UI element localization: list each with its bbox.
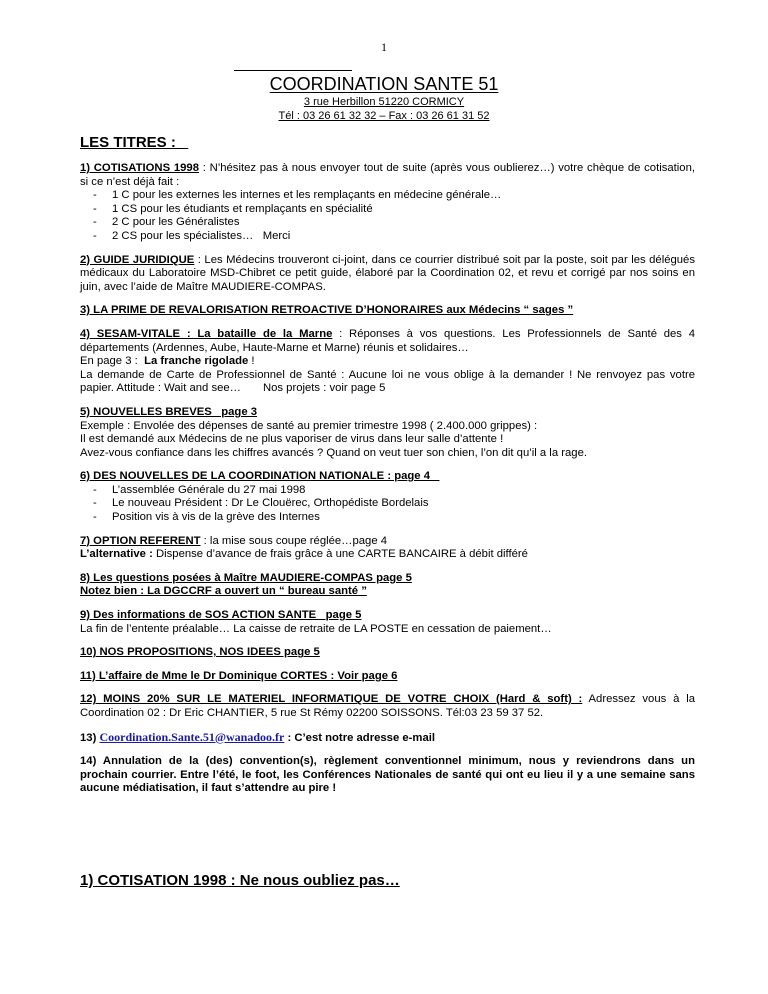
item-title: 4) SESAM-VITALE : La bataille de la Marne — [80, 327, 333, 340]
section-title: LES TITRES : — [80, 134, 189, 151]
item-annulation-convention — [80, 755, 695, 796]
item-propositions — [80, 646, 695, 660]
item-questions-maitre — [80, 572, 695, 599]
item-text: Avez-vous confiance dans les chiffres avancés ? Quand on veut tuer son chien, l’on dit qu’il a la rage. — [80, 446, 587, 459]
item-sos-action-sante — [80, 609, 695, 636]
item-text: En page 3 : — [80, 355, 145, 368]
item-text: : N’hésitez pas à nous envoyer tout de suite (après vous oublierez…) votre chèque de cotisation, si ce n’est déjà fait : — [80, 162, 695, 188]
organization-title: COORDINATION SANTE 51 — [269, 74, 499, 94]
item-text: La fin de l’entente préalable… La caisse de retraite de LA POSTE en cessation de paiement… — [80, 622, 552, 635]
page-number: 1 — [381, 40, 387, 54]
list-item: - 1 CS pour les étudiants et remplaçants en spécialité — [80, 203, 695, 217]
organization-contact: Tél : 03 26 61 32 32 – Fax : 03 26 61 31 52 — [278, 110, 490, 122]
item-title: 7) OPTION REFERENT — [80, 534, 201, 547]
item-highlight: La franche rigolade — [144, 355, 249, 368]
list-item: - L’assemblée Générale du 27 mai 1998 — [80, 484, 695, 498]
item-text: : la mise sous coupe réglée…page 4 — [200, 534, 388, 547]
item-title: 8) Les questions posées à Maître MAUDIERE-COMPAS page 5 — [80, 571, 412, 584]
item-coordination-nationale — [80, 470, 695, 524]
item-text: La demande de Carte de Professionnel de Santé : Aucune loi ne vous oblige à la demander ! Ne renvoyez pas votre papier. Attitude : Wait and see… Nos projets : voir page 5 — [80, 368, 699, 395]
item-cotisations — [80, 162, 695, 244]
item-title: 6) DES NOUVELLES DE LA COORDINATION NATIONALE : page 4 — [80, 470, 440, 483]
organization-address: 3 rue Herbillon 51220 CORMICY — [303, 96, 465, 108]
email-link[interactable]: Coordination.Sante.51@wanadoo.fr — [99, 729, 285, 744]
dash-list — [80, 484, 695, 525]
item-materiel-informatique — [80, 693, 695, 720]
list-item: - Position vis à vis de la grève des Internes — [80, 511, 695, 525]
item-text: Adressez vous à la Coordination 02 : Dr Eric CHANTIER, 5 rue St Rémy 02200 SOISSONS. Tél:03 23 59 37 52. — [80, 693, 695, 719]
item-title: 9) Des informations de SOS ACTION SANTE page 5 — [80, 609, 362, 622]
item-sesam-vitale — [80, 327, 699, 396]
item-title: Notez bien : La DGCCRF a ouvert un “ bureau santé ” — [80, 585, 367, 598]
item-guide-juridique — [80, 254, 695, 295]
item-title: 2) GUIDE JURIDIQUE — [80, 253, 195, 266]
item-title: 1) COTISATIONS 1998 — [80, 162, 199, 174]
list-item: - Le nouveau Président : Dr Le Clouërec, Orthopédiste Bordelais — [80, 497, 695, 511]
item-title: 11) L’affaire de Mme le Dr Dominique CORTES : Voir page 6 — [80, 669, 398, 682]
item-prime — [80, 304, 695, 318]
item-text: Exemple : Envolée des dépenses de santé au premier trimestre 1998 ( 2.400.000 grippes) : — [80, 419, 538, 432]
item-affaire-cortes — [80, 670, 695, 684]
item-text: : Réponses à vos questions. Les Professionnels de Santé des 4 départements (Ardennes, Aube, Haute-Marne et Marne) réunis et solidaires… — [80, 327, 695, 354]
cotisation-heading: 1) COTISATION 1998 : Ne nous oubliez pas… — [80, 872, 400, 889]
item-highlight: L’alternative : — [80, 548, 153, 561]
item-email — [80, 731, 695, 746]
item-text: ! — [248, 355, 255, 368]
item-text: Dispense d’avance de frais grâce à une CARTE BANCAIRE à débit différé — [152, 548, 528, 561]
item-text: : C’est notre adresse e-mail — [284, 731, 436, 744]
list-item: - 2 C pour les Généralistes — [80, 216, 695, 230]
dash-list — [80, 189, 695, 243]
item-nouvelles-breves — [80, 406, 695, 460]
header-rule — [234, 70, 352, 71]
item-text: 14) Annulation de la (des) convention(s), règlement conventionnel minimum, nous y reviendrons dans un prochain courrier. Entre l’été, le foot, les Conférences Nationales de santé qui ont eu lieu il y a une semaine sans aucune médiatisation, il faut s’attendre au pire ! — [80, 755, 695, 795]
item-text: Il est demandé aux Médecins de ne plus vaporiser de virus dans leur salle d’attente ! — [80, 433, 504, 446]
item-title: 5) NOUVELLES BREVES page 3 — [80, 405, 258, 418]
item-text: : Les Médecins trouveront ci-joint, dans ce courrier distribué soit par la poste, soit par les délégués médicaux du Laboratoire MSD-Chibret ce petit guide, élaboré par la Coordination 02, et revu et corrigé par nos soins en juin, avec l’aide de Maître MAUDIERE-COMPAS. — [80, 253, 695, 293]
titles-list — [80, 162, 699, 806]
list-item: - 2 CS pour les spécialistes… Merci — [80, 230, 695, 244]
item-title: 10) NOS PROPOSITIONS, NOS IDEES page 5 — [80, 646, 320, 659]
item-number: 13) — [80, 731, 100, 744]
list-item: - 1 C pour les externes les internes et les remplaçants en médecine générale… — [80, 189, 695, 203]
item-option-referent — [80, 535, 695, 562]
item-title: 3) LA PRIME DE REVALORISATION RETROACTIVE D’HONORAIRES aux Médecins “ sages ” — [80, 304, 574, 317]
item-title: 12) MOINS 20% SUR LE MATERIEL INFORMATIQUE DE VOTRE CHOIX (Hard & soft) : — [80, 693, 583, 706]
